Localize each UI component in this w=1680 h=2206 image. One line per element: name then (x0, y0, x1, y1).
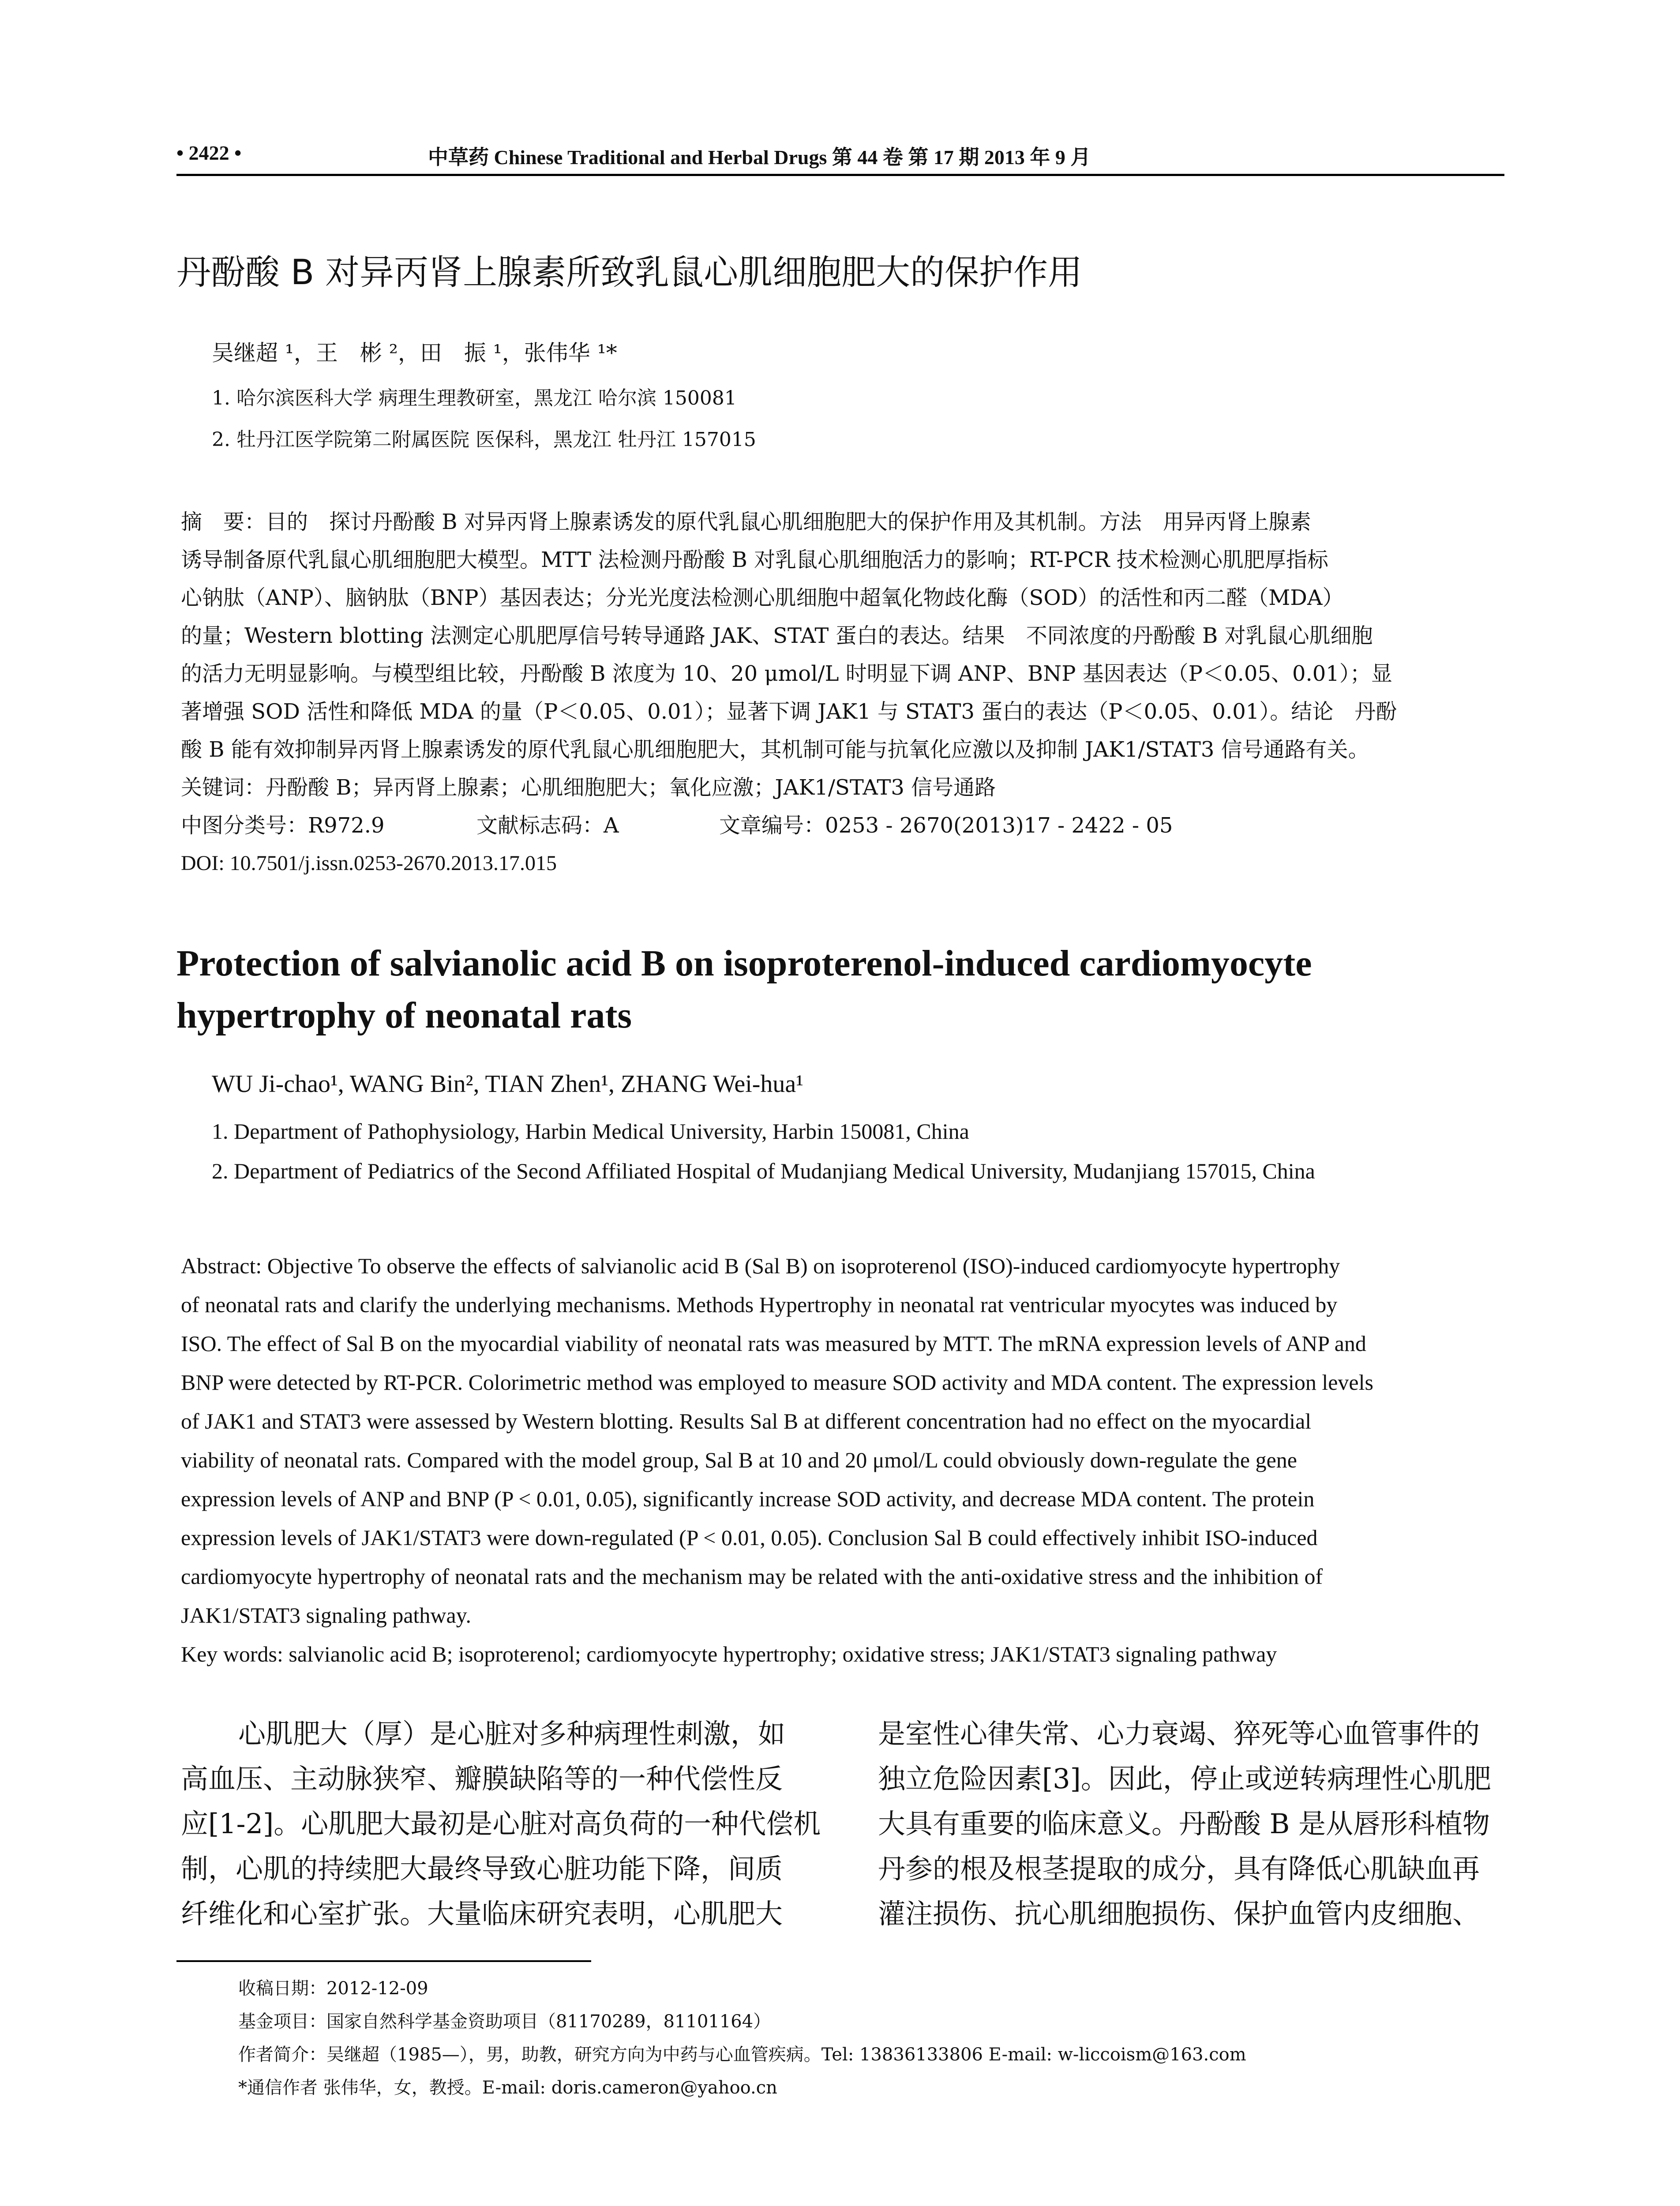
cn-article-no: 文章编号：0253 - 2670(2013)17 - 2422 - 05 (719, 813, 1173, 838)
footnote-fund: 基金项目：国家自然科学基金资助项目（81170289，81101164） (238, 2011, 771, 2032)
cn-affiliation-2: 2. 牡丹江医学院第二附属医院 医保科，黑龙江 牡丹江 157015 (212, 428, 756, 451)
footnote-received: 收稿日期：2012-12-09 (238, 1978, 428, 1999)
en-abstract-line: of neonatal rats and clarify the underlying mechanisms. Methods Hypertrophy in neonatal rat ventricular myocytes was induced by (181, 1292, 1338, 1317)
en-abstract-line: expression levels of JAK1/STAT3 were down-regulated (P < 0.01, 0.05). Conclusion Sal B could effectively inhibit ISO-induced (181, 1525, 1318, 1550)
body-left-line: 应[1-2]。心肌肥大最初是心脏对高负荷的一种代偿机 (181, 1808, 821, 1840)
en-abstract-line: Abstract: Objective To observe the effects of salvianolic acid B (Sal B) on isoproterenol (ISO)-induced cardiomyocyte hypertrophy (181, 1253, 1340, 1278)
cn-abstract-line: 酸 B 能有效抑制异丙肾上腺素诱发的原代乳鼠心肌细胞肥大，其机制可能与抗氧化应激以及抑制 JAK1/STAT3 信号通路有关。 (181, 737, 1369, 762)
en-abstract-line: expression levels of ANP and BNP (P < 0.01, 0.05), significantly increase SOD activity, and decrease MDA content. The protein (181, 1486, 1315, 1511)
cn-abstract-line: 的量；Western blotting 法测定心肌肥厚信号转导通路 JAK、STAT 蛋白的表达。结果 不同浓度的丹酚酸 B 对乳鼠心肌细胞 (181, 623, 1373, 648)
doi: DOI: 10.7501/j.issn.0253-2670.2013.17.015 (181, 852, 557, 875)
en-affiliation-2: 2. Department of Pediatrics of the Second Affiliated Hospital of Mudanjiang Medical University, Mudanjiang 157015, China (212, 1159, 1315, 1183)
body-right-line: 大具有重要的临床意义。丹酚酸 B 是从唇形科植物 (878, 1808, 1490, 1840)
body-left-line: 心肌肥大（厚）是心脏对多种病理性刺激，如 (238, 1718, 786, 1750)
body-left-line: 高血压、主动脉狭窄、瓣膜缺陷等的一种代偿性反 (181, 1763, 783, 1795)
en-title-line-1: Protection of salvianolic acid B on isoproterenol-induced cardiomyocyte (176, 943, 1312, 984)
running-header (176, 141, 1504, 176)
cn-keywords: 关键词：丹酚酸 B；异丙肾上腺素；心肌细胞肥大；氧化应激；JAK1/STAT3 信号通路 (181, 775, 996, 800)
en-abstract-line: BNP were detected by RT-PCR. Colorimetric method was employed to measure SOD activity and MDA content. The expression levels (181, 1370, 1373, 1395)
footnote-rule (176, 1960, 591, 1962)
body-right-line: 丹参的根及根茎提取的成分，具有降低心肌缺血再 (878, 1853, 1480, 1885)
en-keywords: Key words: salvianolic acid B; isoproterenol; cardiomyocyte hypertrophy; oxidative stress; JAK1/STAT3 signaling pathway (181, 1642, 1277, 1666)
cn-abstract-line: 诱导制备原代乳鼠心肌细胞肥大模型。MTT 法检测丹酚酸 B 对乳鼠心肌细胞活力的影响；RT-PCR 技术检测心肌肥厚指标 (181, 548, 1328, 572)
en-affiliation-1: 1. Department of Pathophysiology, Harbin Medical University, Harbin 150081, China (212, 1119, 969, 1144)
footnote-author-bio: 作者简介：吴继超（1985—），男，助教，研究方向为中药与心血管疾病。Tel: 13836133806 E-mail: w-liccoism@163.com (238, 2045, 1246, 2065)
cn-clc: 中图分类号：R972.9 (181, 813, 385, 838)
body-left-line: 制，心肌的持续肥大最终导致心脏功能下降，间质 (181, 1853, 783, 1885)
page-number: • 2422 • (176, 142, 242, 164)
journal-info: 中草药 Chinese Traditional and Herbal Drugs 第 44 卷 第 17 期 2013 年 9 月 (428, 146, 1091, 169)
body-right-line: 灌注损伤、抗心肌细胞损伤、保护血管内皮细胞、 (878, 1898, 1480, 1930)
en-abstract-line: JAK1/STAT3 signaling pathway. (181, 1603, 471, 1628)
cn-affiliation-1: 1. 哈尔滨医科大学 病理生理教研室，黑龙江 哈尔滨 150081 (212, 387, 737, 409)
en-title-line-2: hypertrophy of neonatal rats (176, 995, 632, 1036)
en-abstract-line: of JAK1 and STAT3 were assessed by Western blotting. Results Sal B at different concentration had no effect on the myocardial (181, 1409, 1312, 1433)
footnote-corresponding: *通信作者 张伟华，女，教授。E-mail: doris.cameron@yahoo.cn (238, 2078, 777, 2098)
header-rule (176, 174, 1504, 176)
en-title (176, 938, 1500, 1042)
cn-abstract-line: 著增强 SOD 活性和降低 MDA 的量（P＜0.05、0.01）；显著下调 JAK1 与 STAT3 蛋白的表达（P＜0.05、0.01）。结论 丹酚 (181, 699, 1397, 724)
body-left-line: 纤维化和心室扩张。大量临床研究表明，心肌肥大 (181, 1898, 783, 1930)
en-abstract-line: ISO. The effect of Sal B on the myocardial viability of neonatal rats was measured by MTT. The mRNA expression levels of ANP and (181, 1331, 1366, 1356)
en-abstract-line: cardiomyocyte hypertrophy of neonatal rats and the mechanism may be related with the anti-oxidative stress and the inhibition of (181, 1564, 1323, 1589)
cn-doc-code: 文献标志码：A (476, 813, 619, 838)
cn-abstract-line: 心钠肽（ANP）、脑钠肽（BNP）基因表达；分光光度法检测心肌细胞中超氧化物歧化酶（SOD）的活性和丙二醛（MDA） (181, 585, 1344, 610)
body-right-line: 独立危险因素[3]。因此，停止或逆转病理性心肌肥 (878, 1763, 1491, 1795)
en-authors: WU Ji-chao¹, WANG Bin², TIAN Zhen¹, ZHANG Wei-hua¹ (212, 1070, 804, 1098)
cn-title: 丹酚酸 B 对异丙肾上腺素所致乳鼠心肌细胞肥大的保护作用 (176, 253, 1083, 293)
cn-abstract-line: 摘 要：目的 探讨丹酚酸 B 对异丙肾上腺素诱发的原代乳鼠心肌细胞肥大的保护作用及其机制。方法 用异丙肾上腺素 (181, 510, 1311, 534)
cn-authors: 吴继超 ¹，王 彬 ²，田 振 ¹，张伟华 ¹* (212, 340, 617, 366)
cn-abstract-line: 的活力无明显影响。与模型组比较，丹酚酸 B 浓度为 10、20 μmol/L 时明显下调 ANP、BNP 基因表达（P＜0.05、0.01）；显 (181, 661, 1392, 686)
body-right-line: 是室性心律失常、心力衰竭、猝死等心血管事件的 (878, 1718, 1480, 1750)
en-abstract-line: viability of neonatal rats. Compared with the model group, Sal B at 10 and 20 μmol/L could obviously down-regulate the gene (181, 1448, 1297, 1472)
